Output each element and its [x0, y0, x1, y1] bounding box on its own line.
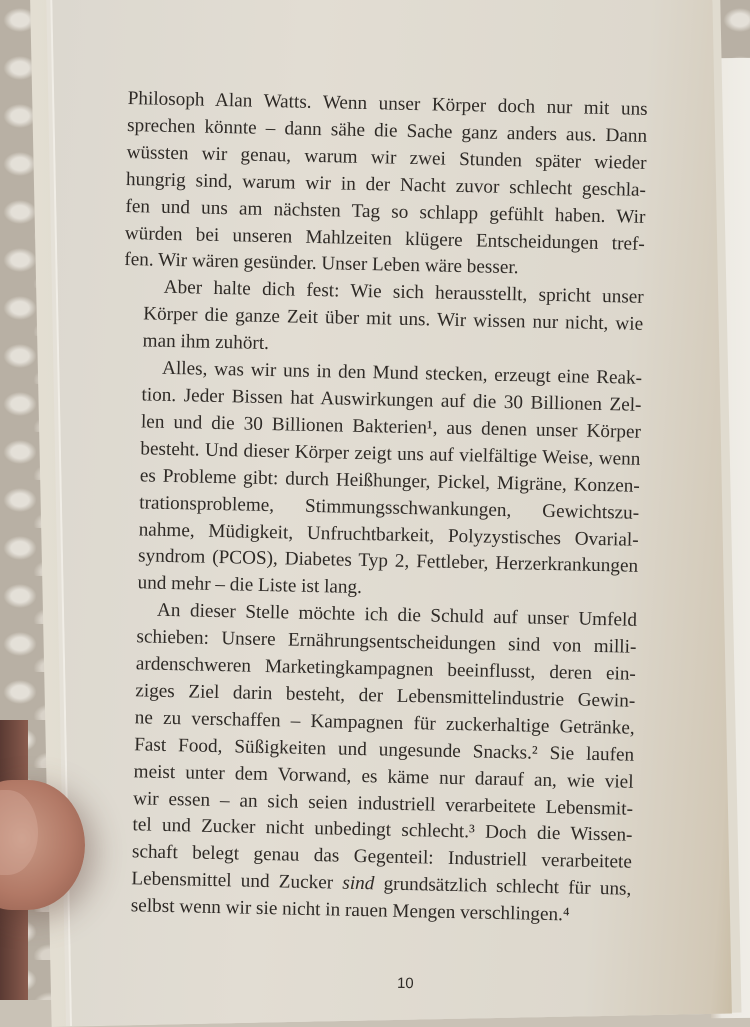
text-line: An dieser Stelle möchte ich die Schuld auf unser Umfeld — [156, 599, 638, 631]
text-line-with-emphasis: Lebensmittel und Zucker sind grundsätzlich schlecht für uns, — [131, 868, 632, 900]
text-line: wüssten wir genau, warum wir zwei Stunden später wieder — [126, 141, 647, 174]
page-body-text — [111, 86, 648, 931]
text-line: schieben: Unsere Ernährungsentscheidungen sind von milli- — [136, 626, 637, 658]
text-line: meist unter dem Vorwand, es käme nur darauf an, wie viel — [133, 760, 634, 793]
text-line: ziges Ziel darin besteht, der Lebensmittelindustrie Gewin- — [135, 680, 636, 712]
text-line: man ihm zuhört. — [142, 330, 270, 355]
text-line: Fast Food, Süßigkeiten und ungesunde Snacks.² Sie laufen — [133, 734, 635, 766]
text-line: fen. Wir wären gesünder. Unser Leben wäre besser. — [124, 249, 519, 279]
text-line: sprechen könnte – dann sähe die Sache ganz anders aus. Dann — [126, 114, 648, 147]
text-line: schaft belegt genau das Gegenteil: Industriell verarbeitete — [131, 841, 633, 874]
text-line: selbst wenn wir sie nicht in rauen Mengen verschlingen.⁴ — [130, 895, 570, 926]
text-line: es Probleme gibt: durch Heißhunger, Pickel, Migräne, Konzen- — [139, 465, 640, 497]
text-line: ardenschweren Marketingkampagnen beeinflusst, deren ein- — [135, 653, 637, 685]
text-line: nahme, Müdigkeit, Unfruchtbarkeit, Polyzystisches Ovarial- — [138, 518, 639, 551]
thumbnail — [0, 790, 38, 875]
text-line: und mehr – die Liste ist lang. — [137, 572, 363, 599]
text-line: tel und Zucker nicht unbedingt schlecht.³ Doch die Wissen- — [132, 814, 633, 847]
text-line: wir essen – an sich seien industriell verarbeitete Lebensmit- — [132, 787, 634, 820]
text-line: Alles, was wir uns in den Mund stecken, erzeugt eine Reak- — [161, 357, 643, 389]
text-line: Philosoph Alan Watts. Wenn unser Körper doch nur mit uns — [127, 87, 648, 120]
text-line: len und die 30 Billionen Bakterien¹, aus denen unser Körper — [140, 411, 642, 443]
paragraph-2 — [122, 274, 644, 366]
text-line: besteht. Und dieser Körper zeigt uns auf vielfältige Weise, wenn — [140, 438, 641, 470]
text-line: hungrig sind, warum wir in der Nacht zuvor schlecht geschla- — [125, 168, 647, 201]
paragraph-1 — [124, 86, 648, 285]
paragraph-3 — [117, 355, 642, 608]
text-line: fen und uns am nächsten Tag so schlapp gefühlt haben. Wir — [125, 195, 646, 228]
text-line: tion. Jeder Bissen hat Auswirkungen auf die 30 Billionen Zel- — [141, 384, 642, 416]
text-line: syndrom (PCOS), Diabetes Typ 2, Fettleber, Herzerkrankungen — [137, 545, 639, 578]
text-line: würden bei unseren Mahlzeiten klügere Entscheidungen tref- — [124, 222, 646, 255]
text-line: Körper die ganze Zeit über mit uns. Wir wissen nur nicht, wie — [143, 303, 644, 336]
paragraph-4 — [111, 597, 638, 931]
text-line: Aber halte dich fest: Wie sich herausstellt, spricht unser — [163, 277, 644, 309]
text-line: ne zu verschaffen – Kampagnen für zuckerhaltige Getränke, — [134, 707, 635, 739]
page-number: 10 — [396, 974, 414, 993]
emphasized-word: sind — [342, 872, 375, 895]
text-line: trationsprobleme, Stimmungsschwankungen, Gewichtszu- — [139, 491, 640, 524]
